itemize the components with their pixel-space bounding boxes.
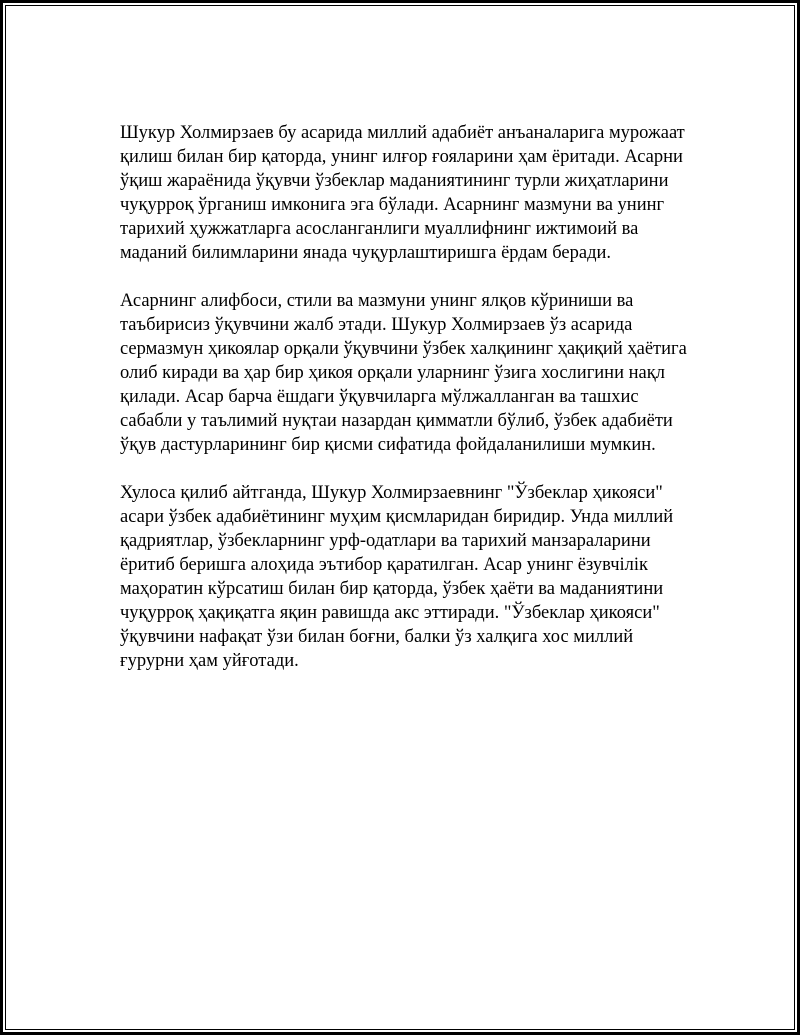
paragraph-1 bbox=[120, 121, 700, 265]
text-line: Шукур Холмирзаев бу асарида миллий адабиёт анъаналарига мурожаат bbox=[120, 123, 685, 143]
text-line: қилиш билан бир қаторда, унинг илғор ғояларини ҳам ёритади. Асарни bbox=[120, 147, 683, 167]
text-line: ўқувчини нафақат ўзи билан боғни, балки ўз халқига хос миллий bbox=[120, 627, 634, 647]
paragraph-3 bbox=[120, 481, 700, 673]
text-line: ўқув дастурларининг бир қисми сифатида фойдаланилиши мумкин. bbox=[120, 435, 656, 455]
text-line: асари ўзбек адабиётининг муҳим қисмларидан биридир. Унда миллий bbox=[120, 507, 674, 527]
paragraph-2 bbox=[120, 289, 700, 457]
text-line: таъбирисиз ўқувчини жалб этади. Шукур Холмирзаев ўз асарида bbox=[120, 315, 633, 335]
text-line: маданий билимларини янада чуқурлаштиришга ёрдам беради. bbox=[120, 243, 612, 263]
text-line: ёритиб беришга алоҳида эътибор қаратилган. Асар унинг ёзувчiлiк bbox=[120, 555, 649, 575]
text-line: олиб киради ва ҳар бир ҳикоя орқали уларнинг ўзига хослигини нақл bbox=[120, 363, 665, 383]
text-line: қадриятлар, ўзбекларнинг урф-одатлари ва тарихий манзараларини bbox=[120, 531, 651, 551]
text-line: чуқурроқ ҳақиқатга яқин равишда акс эттиради. "Ўзбеклар ҳикояси" bbox=[120, 603, 660, 623]
text-line: Асарнинг алифбоси, стили ва мазмуни унинг ялқов кўриниши ва bbox=[120, 291, 634, 311]
text-line: Хулоса қилиб айтганда, Шукур Холмирзаевнинг "Ўзбеклар ҳикояси" bbox=[120, 483, 663, 503]
text-line: сабабли у таълимий нуқтаи назардан қимматли бўлиб, ўзбек адабиёти bbox=[120, 411, 673, 431]
text-line: қилади. Асар барча ёшдаги ўқувчиларга мўлжалланган ва ташхис bbox=[120, 387, 639, 407]
text-line: чуқурроқ ўрганиш имконига эга бўлади. Асарнинг мазмуни ва унинг bbox=[120, 195, 665, 215]
text-line: ғурурни ҳам уйғотади. bbox=[120, 651, 299, 671]
text-line: маҳоратин кўрсатиш билан бир қаторда, ўзбек ҳаёти ва маданиятини bbox=[120, 579, 664, 599]
text-line: сермазмун ҳикоялар орқали ўқувчини ўзбек халқининг ҳақиқий ҳаётига bbox=[120, 339, 687, 359]
text-line: ўқиш жараёнида ўқувчи ўзбеклар маданиятининг турли жиҳатларини bbox=[120, 171, 669, 191]
document-body bbox=[120, 121, 700, 697]
text-line: тарихий ҳужжатларга асосланганлиги муаллифнинг ижтимоий ва bbox=[120, 219, 639, 239]
